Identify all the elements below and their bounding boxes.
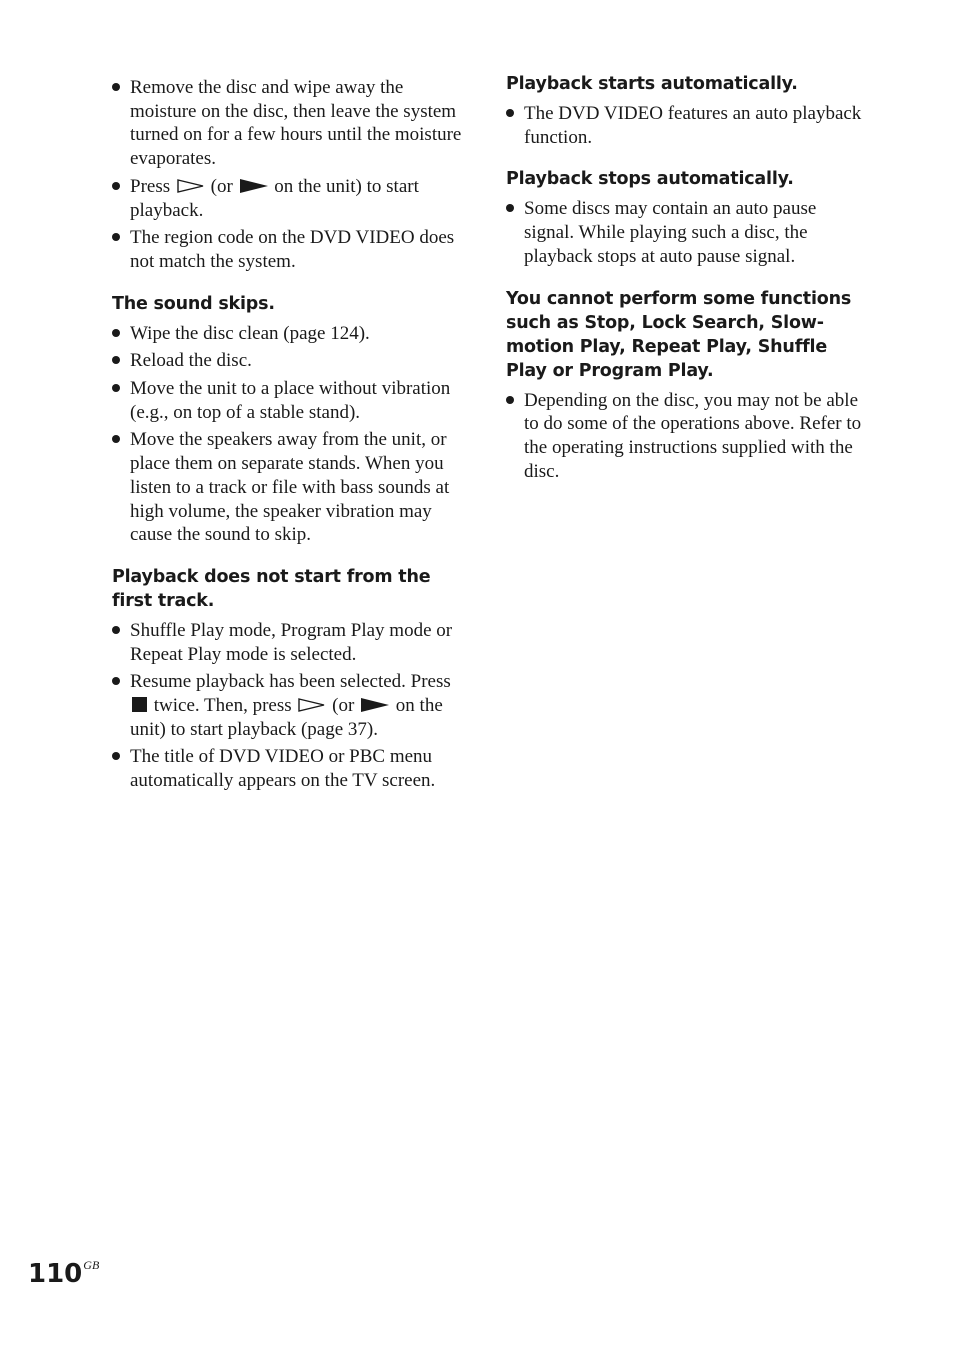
auto-stop-section [506,167,862,268]
list-item-text: Depending on the disc, you may not be able to do some of the operations above. Refer to the operating instructions supplied with the disc. [524,389,862,482]
bullet-icon [112,356,120,364]
bullet-icon [506,109,514,117]
list-item-text: Remove the disc and wipe away the moisture on the disc, then leave the system turned on for a few hours until the moisture evaporates. [130,77,462,170]
list-item-text: on the unit) to start playback (page 37). [130,695,443,740]
list-item-text: The DVD VIDEO features an auto playback function. [524,103,862,148]
first-track-list [112,619,464,793]
list-item [112,377,464,424]
left-column [112,70,464,811]
section-heading: Playback does not start from the first track. [112,566,431,611]
auto-start-section [506,72,862,149]
moisture-list [112,76,464,274]
bullet-icon [112,677,120,685]
bullet-icon [112,329,120,337]
list-item-text: Press [130,175,171,197]
bullet-icon [112,626,120,634]
list-item [506,197,862,268]
right-column [506,70,862,501]
list-item-text: The title of DVD VIDEO or PBC menu automatically appears on the TV screen. [130,746,436,792]
sound-skips-section [112,292,464,547]
section-heading: Playback stops automatically. [506,169,794,190]
list-item [112,76,464,171]
list-item-text: (or [332,695,355,717]
list-item-text: (or [210,175,233,197]
section-heading: The sound skips. [112,293,275,314]
cannot-perform-section [506,287,862,484]
list-item [112,175,464,222]
list-item [506,389,862,484]
list-item-text: Resume playback has been selected. Press [130,671,451,693]
bullet-icon [112,182,120,190]
list-item [112,322,464,346]
auto-start-list [506,102,862,149]
list-item [506,102,862,149]
moisture-section [112,70,464,274]
list-item-text: Some discs may contain an auto pause signal. While playing such a disc, the playback stops at auto pause signal. [524,198,817,267]
play-outline-icon [177,179,204,193]
first-track-section [112,565,464,793]
list-item [112,349,464,373]
bullet-icon [506,396,514,404]
list-item [112,670,464,741]
stop-icon [132,697,147,712]
bullet-icon [112,233,120,241]
section-heading: Playback starts automatically. [506,74,798,94]
list-item-text: Wipe the disc clean (page 124). [130,322,370,344]
list-item [112,745,464,792]
list-item [112,619,464,666]
play-filled-icon [361,698,389,712]
list-item-text: twice. Then, press [153,695,292,717]
bullet-icon [112,384,120,392]
list-item-text: Reload the disc. [130,350,252,372]
list-item [112,226,464,273]
page-number-value: 110 [28,1259,83,1289]
list-item-text: Move the unit to a place without vibration (e.g., on top of a stable stand). [130,378,451,423]
list-item-text: on the unit) to start playback. [130,175,419,221]
cannot-perform-list [506,389,862,484]
list-item-text: Shuffle Play mode, Program Play mode or Repeat Play mode is selected. [130,619,453,665]
bullet-icon [506,204,514,212]
section-heading: You cannot perform some functions such as Stop, Lock Search, Slow-motion Play, Repeat Play, Shuffle Play or Program Play. [506,288,852,381]
list-item-text: Move the speakers away from the unit, or place them on separate stands. When you listen to a track or file with bass sounds at high volume, the speaker vibration may cause the sound to skip. [130,429,450,546]
bullet-icon [112,435,120,443]
bullet-icon [112,83,120,91]
list-item-text: The region code on the DVD VIDEO does not match the system. [130,227,455,272]
sound-skips-list [112,322,464,547]
auto-stop-list [506,197,862,268]
play-filled-icon [240,179,268,193]
page-number-suffix: GB [83,1258,100,1272]
list-item [112,428,464,547]
play-outline-icon [298,698,325,712]
bullet-icon [112,752,120,760]
page-number [28,1249,99,1290]
